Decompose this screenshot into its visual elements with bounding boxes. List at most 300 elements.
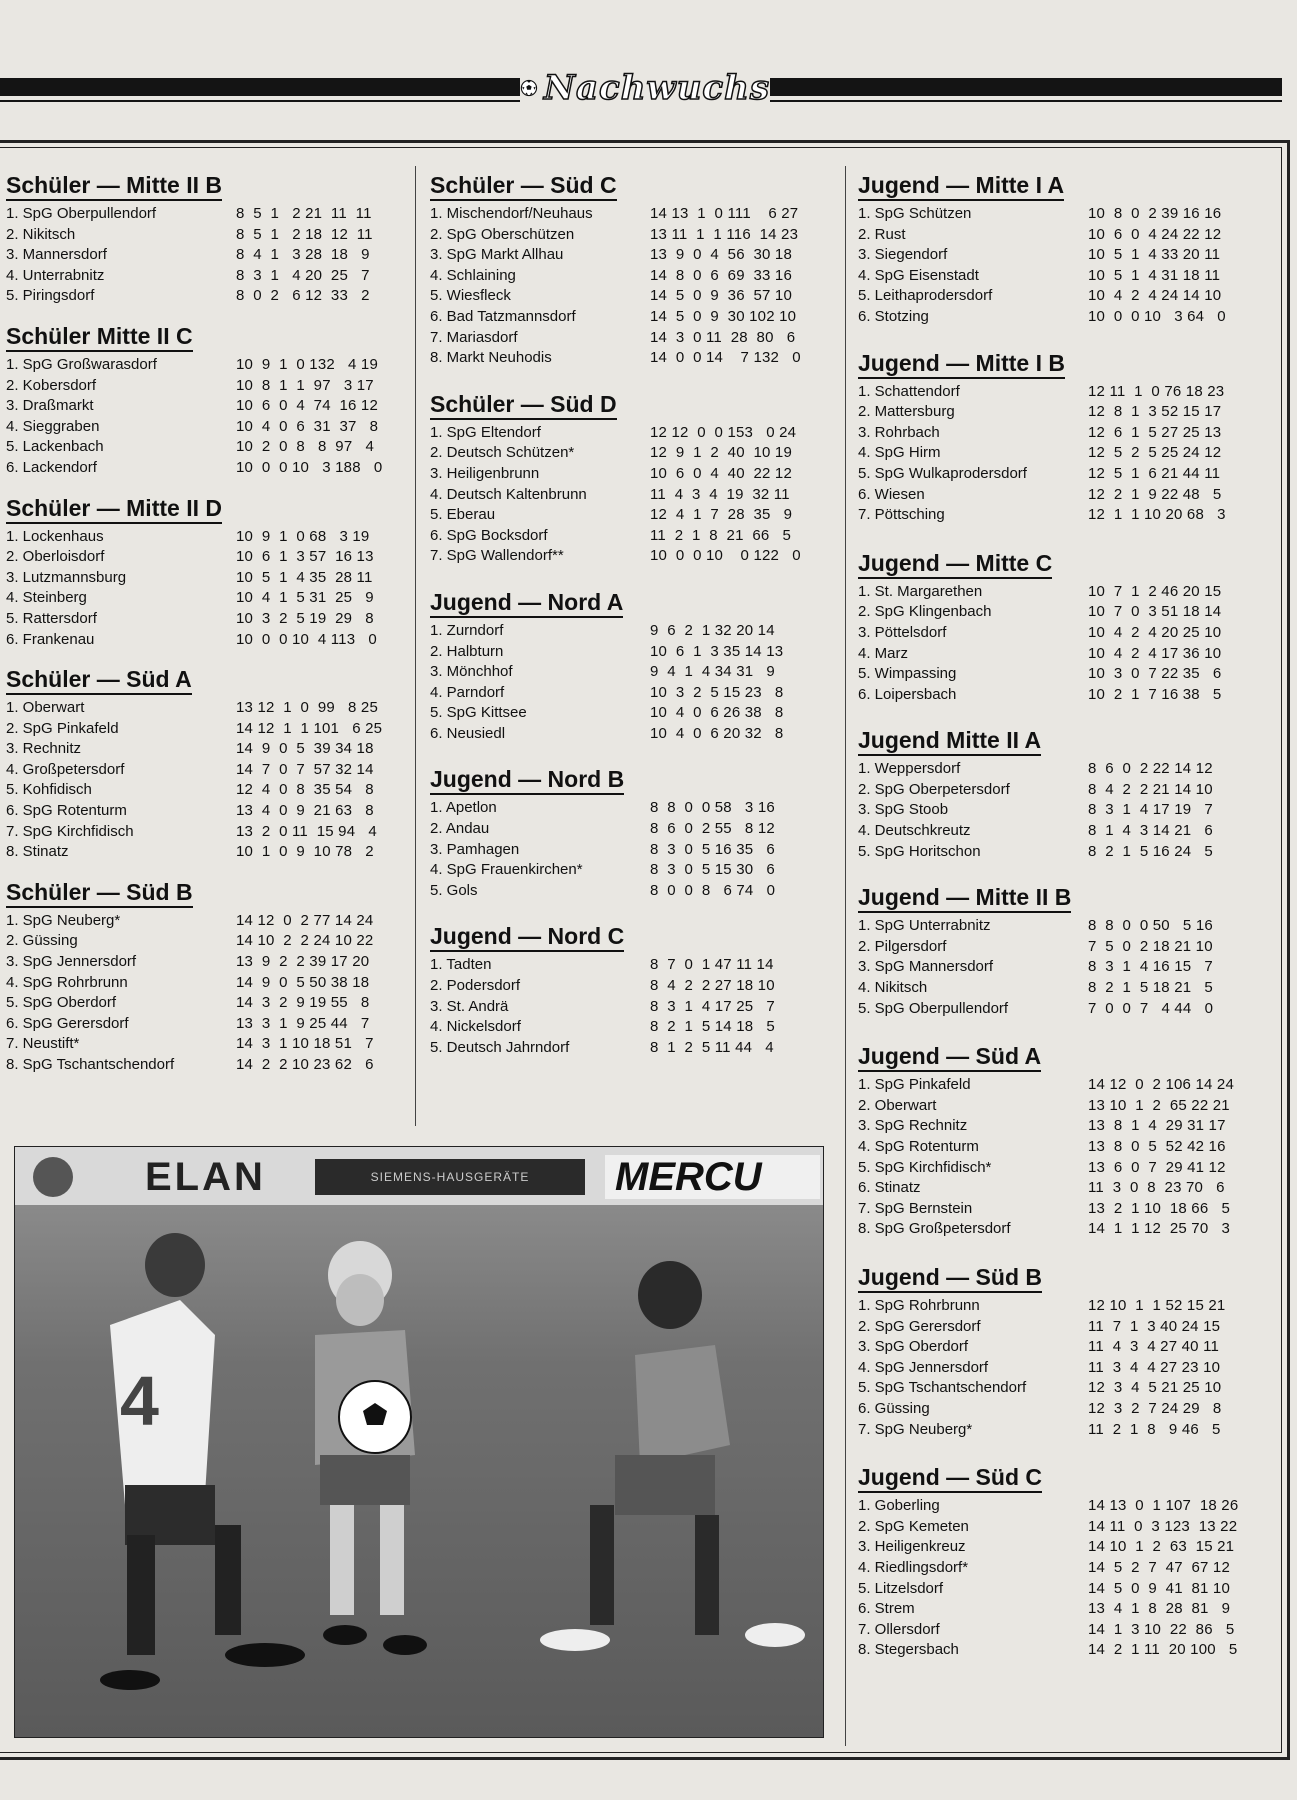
team-stats: 8 3 1 4 20 25 7 <box>236 266 370 284</box>
team-stats: 11 4 3 4 27 40 11 <box>1088 1338 1220 1356</box>
team-name: 2. Kobersdorf <box>6 376 97 394</box>
soccer-ball-icon <box>520 69 538 107</box>
team-stats: 10 3 0 7 22 35 6 <box>1088 665 1222 683</box>
players-illustration <box>15 1205 824 1738</box>
standings-jugend-mitte-i-b <box>858 348 1258 526</box>
column-middle <box>430 150 830 1058</box>
team-stats: 10 5 1 4 31 18 11 <box>1088 266 1221 284</box>
standings-title <box>858 882 1258 912</box>
table-row <box>430 976 830 997</box>
standings-title-text: Jugend — Süd A <box>858 1043 1041 1072</box>
team-name: 1. Goberling <box>858 1497 940 1515</box>
team-stats: 14 12 0 2 77 14 24 <box>236 911 374 929</box>
table-row <box>6 973 411 994</box>
standings-title-text: Jugend Mitte II A <box>858 727 1041 756</box>
table-row <box>858 204 1258 225</box>
team-stats: 10 0 0 10 3 188 0 <box>236 458 383 476</box>
team-stats: 14 13 0 1 107 18 26 <box>1088 1497 1239 1515</box>
team-name: 7. SpG Wallendorf** <box>430 547 564 565</box>
table-row <box>430 328 830 349</box>
match-photo <box>14 1146 824 1738</box>
team-stats: 13 8 1 4 29 31 17 <box>1088 1117 1226 1135</box>
team-name: 2. SpG Oberschützen <box>430 225 575 243</box>
team-name: 2. Podersdorf <box>430 977 521 995</box>
team-stats: 14 5 0 9 30 102 10 <box>650 307 797 325</box>
team-stats: 10 2 1 7 16 38 5 <box>1088 685 1222 703</box>
team-stats: 10 5 1 4 35 28 11 <box>236 568 373 586</box>
table-row <box>430 860 830 881</box>
team-stats: 13 2 0 11 15 94 4 <box>236 822 377 840</box>
team-name: 2. Deutsch Schützen* <box>430 444 575 462</box>
team-stats: 13 11 1 1 116 14 23 <box>650 225 799 243</box>
team-name: 1. Schattendorf <box>858 382 960 400</box>
svg-text:4: 4 <box>120 1362 159 1440</box>
team-stats: 11 4 3 4 19 32 11 <box>650 485 790 503</box>
table-row <box>858 916 1258 937</box>
team-name: 1. Zurndorf <box>430 621 504 639</box>
team-name: 1. Apetlon <box>430 799 497 817</box>
team-name: 2. Andau <box>430 820 490 838</box>
team-stats: 8 0 0 8 6 74 0 <box>650 881 776 899</box>
standings-title-text: Schüler — Süd C <box>430 172 617 201</box>
team-name: 5. Deutsch Jahrndorf <box>430 1038 570 1056</box>
standings-title <box>858 170 1258 200</box>
team-stats: 11 2 1 8 21 66 5 <box>650 526 792 544</box>
team-stats: 10 1 0 9 10 78 2 <box>236 843 374 861</box>
column-left <box>6 150 411 1076</box>
team-name: 2. SpG Kemeten <box>858 1517 969 1535</box>
team-stats: 8 0 2 6 12 33 2 <box>236 287 370 305</box>
team-name: 3. SpG Markt Allhau <box>430 246 564 264</box>
team-name: 4. Riedlingsdorf* <box>858 1558 969 1576</box>
team-name: 1. St. Margarethen <box>858 582 983 600</box>
table-row <box>6 780 411 801</box>
team-name: 8. Stinatz <box>6 843 69 861</box>
team-name: 5. SpG Oberdorf <box>6 994 117 1012</box>
standings-title <box>858 1262 1258 1292</box>
team-stats: 8 2 1 5 14 18 5 <box>650 1018 775 1036</box>
standings-schüler-mitte-ii-c <box>6 321 411 479</box>
team-stats: 12 9 1 2 40 10 19 <box>650 444 793 462</box>
table-row <box>858 1137 1258 1158</box>
team-name: 5. SpG Kittsee <box>430 704 527 722</box>
table-row <box>430 642 830 663</box>
team-name: 3. Draßmarkt <box>6 397 94 415</box>
table-row <box>430 997 830 1018</box>
team-name: 1. Weppersdorf <box>858 760 961 778</box>
team-stats: 8 8 0 0 58 3 16 <box>650 799 775 817</box>
team-stats: 8 4 2 2 27 18 10 <box>650 977 775 995</box>
team-name: 1. Lockenhaus <box>6 527 104 545</box>
team-name: 2. SpG Klingenbach <box>858 603 992 621</box>
team-name: 4. Parndorf <box>430 683 505 701</box>
team-stats: 13 2 1 10 18 66 5 <box>1088 1199 1231 1217</box>
table-row <box>6 204 411 225</box>
standings-title <box>858 348 1258 378</box>
table-row <box>858 1420 1258 1441</box>
table-row <box>430 955 830 976</box>
table-row <box>858 602 1258 623</box>
team-name: 4. SpG Hirm <box>858 444 941 462</box>
table-row <box>430 683 830 704</box>
table-row <box>430 266 830 287</box>
table-row <box>858 664 1258 685</box>
team-name: 3. Pöttelsdorf <box>858 623 947 641</box>
team-stats: 14 11 0 3 123 13 22 <box>1088 1517 1238 1535</box>
team-stats: 8 3 0 5 16 35 6 <box>650 840 775 858</box>
standings-jugend-nord-a <box>430 587 830 745</box>
team-stats: 10 0 0 10 4 113 0 <box>236 630 377 648</box>
team-name: 3. SpG Mannersdorf <box>858 958 994 976</box>
table-row <box>430 443 830 464</box>
table-row <box>858 978 1258 999</box>
table-row <box>6 286 411 307</box>
team-name: 3. Siegendorf <box>858 246 948 264</box>
team-name: 2. Rust <box>858 225 906 243</box>
team-stats: 8 3 1 4 16 15 7 <box>1088 958 1213 976</box>
table-row <box>6 698 411 719</box>
team-stats: 12 10 1 1 52 15 21 <box>1088 1296 1226 1314</box>
team-stats: 10 6 1 3 35 14 13 <box>650 642 784 660</box>
standings-title <box>6 493 411 523</box>
team-stats: 13 8 0 5 52 42 16 <box>1088 1138 1226 1155</box>
team-stats: 8 2 1 5 18 21 5 <box>1088 979 1213 997</box>
team-name: 4. Marz <box>858 644 909 662</box>
table-row <box>6 911 411 932</box>
team-name: 7. Neustift* <box>6 1035 80 1053</box>
table-row <box>858 1317 1258 1338</box>
table-row <box>430 840 830 861</box>
team-stats: 13 10 1 2 65 22 21 <box>1088 1096 1230 1114</box>
table-row <box>6 1014 411 1035</box>
standings-jugend-mitte-ii-a <box>858 725 1258 862</box>
team-name: 5. SpG Wulkaprodersdorf <box>858 464 1027 482</box>
standings-title-text: Jugend — Nord C <box>430 923 624 952</box>
team-name: 6. SpG Gerersdorf <box>6 1014 129 1032</box>
standings-title <box>6 321 411 351</box>
team-name: 3. Rechnitz <box>6 740 82 758</box>
team-stats: 12 6 1 5 27 25 13 <box>1088 423 1222 441</box>
table-row <box>6 993 411 1014</box>
team-name: 5. Piringsdorf <box>6 287 95 305</box>
team-stats: 12 12 0 0 153 0 24 <box>650 423 797 441</box>
standings-schüler-mitte-ii-d <box>6 493 411 651</box>
table-row <box>430 348 830 369</box>
team-name: 6. Wiesen <box>858 485 925 503</box>
team-stats: 9 6 2 1 32 20 14 <box>650 621 775 639</box>
team-name: 1. SpG Oberpullendorf <box>6 205 157 222</box>
table-row <box>858 266 1258 287</box>
table-row <box>6 739 411 760</box>
table-row <box>858 1075 1258 1096</box>
team-name: 7. SpG Neuberg* <box>858 1420 973 1438</box>
team-stats: 14 2 2 10 23 62 6 <box>236 1056 374 1073</box>
table-row <box>430 703 830 724</box>
table-row <box>6 760 411 781</box>
table-row <box>6 931 411 952</box>
team-stats: 7 0 0 7 4 44 0 <box>1088 999 1214 1017</box>
team-stats: 10 4 2 4 17 36 10 <box>1088 644 1222 662</box>
team-name: 6. SpG Bocksdorf <box>430 526 548 544</box>
team-stats: 14 9 0 5 50 38 18 <box>236 973 370 991</box>
team-stats: 8 7 0 1 47 11 14 <box>650 956 774 974</box>
team-name: 8. SpG Tschantschendorf <box>6 1056 175 1073</box>
team-name: 2. Oberwart <box>858 1096 937 1114</box>
table-row <box>6 527 411 548</box>
standings-title <box>858 548 1258 578</box>
team-name: 1. SpG Neuberg* <box>6 911 121 929</box>
table-row <box>6 952 411 973</box>
table-row <box>430 464 830 485</box>
table-row <box>6 568 411 589</box>
table-row <box>858 382 1258 403</box>
team-name: 6. Güssing <box>858 1399 930 1417</box>
standings-title <box>6 170 411 200</box>
table-row <box>6 417 411 438</box>
team-name: 2. Mattersburg <box>858 403 955 421</box>
team-name: 3. SpG Stoob <box>858 801 949 819</box>
team-stats: 10 4 0 6 26 38 8 <box>650 704 784 722</box>
team-name: 4. Steinberg <box>6 589 87 607</box>
table-row <box>858 423 1258 444</box>
standings-title <box>430 389 830 419</box>
team-name: 4. Sieggraben <box>6 417 100 435</box>
table-row <box>858 780 1258 801</box>
team-stats: 10 6 0 4 74 16 12 <box>236 397 379 415</box>
team-name: 6. Neusiedl <box>430 724 506 742</box>
team-stats: 11 3 0 8 23 70 6 <box>1088 1179 1225 1197</box>
standings-title-text: Schüler — Süd D <box>430 391 617 420</box>
table-row <box>858 1640 1258 1661</box>
standings-title-text: Schüler — Süd A <box>6 666 192 695</box>
team-stats: 10 4 0 6 20 32 8 <box>650 724 784 742</box>
team-stats: 7 5 0 2 18 21 10 <box>1088 937 1213 955</box>
team-name: 3. SpG Oberdorf <box>858 1338 969 1356</box>
team-name: 2. SpG Pinkafeld <box>6 719 119 737</box>
table-row <box>858 685 1258 706</box>
team-name: 7. Pöttsching <box>858 506 945 524</box>
team-name: 4. Deutschkreutz <box>858 822 971 840</box>
team-stats: 8 1 4 3 14 21 6 <box>1088 822 1213 840</box>
team-stats: 10 0 0 10 0 122 0 <box>650 547 801 565</box>
table-row <box>858 1620 1258 1641</box>
table-row <box>858 1337 1258 1358</box>
team-name: 3. SpG Rechnitz <box>858 1117 968 1135</box>
standings-title-text: Schüler — Mitte II D <box>6 495 222 524</box>
team-name: 3. Rohrbach <box>858 423 940 441</box>
team-stats: 12 3 4 5 21 25 10 <box>1088 1379 1222 1397</box>
table-row <box>858 464 1258 485</box>
table-row <box>858 1358 1258 1379</box>
team-stats: 8 3 1 4 17 19 7 <box>1088 801 1213 819</box>
team-stats: 8 3 0 5 15 30 6 <box>650 861 775 879</box>
team-stats: 14 3 2 9 19 55 8 <box>236 994 370 1012</box>
team-name: 6. Stinatz <box>858 1179 921 1197</box>
standings-title-text: Schüler — Süd B <box>6 879 193 908</box>
team-name: 1. SpG Schützen <box>858 205 972 222</box>
team-name: 1. SpG Unterrabnitz <box>858 917 991 935</box>
table-row <box>858 1378 1258 1399</box>
table-row <box>430 485 830 506</box>
team-stats: 14 5 2 7 47 67 12 <box>1088 1558 1231 1576</box>
header-rule-left <box>0 78 520 96</box>
team-stats: 11 3 4 4 27 23 10 <box>1088 1358 1221 1376</box>
table-row <box>430 881 830 902</box>
table-row <box>430 526 830 547</box>
team-stats: 10 0 0 10 3 64 0 <box>1088 307 1226 325</box>
team-stats: 12 5 1 6 21 44 11 <box>1088 464 1221 482</box>
table-row <box>858 245 1258 266</box>
team-stats: 8 6 0 2 55 8 12 <box>650 820 775 838</box>
team-stats: 12 5 2 5 25 24 12 <box>1088 444 1222 462</box>
table-row <box>6 458 411 479</box>
table-row <box>430 724 830 745</box>
team-name: 5. Wiesfleck <box>430 287 511 305</box>
table-row <box>430 225 830 246</box>
table-row <box>858 582 1258 603</box>
table-row <box>6 719 411 740</box>
team-name: 8. Stegersbach <box>858 1641 959 1659</box>
table-row <box>6 822 411 843</box>
team-name: 4. Schlaining <box>430 266 516 284</box>
team-stats: 10 3 2 5 19 29 8 <box>236 609 374 627</box>
team-name: 3. SpG Jennersdorf <box>6 953 137 971</box>
standings-title-text: Jugend — Süd B <box>858 1264 1042 1293</box>
standings-title <box>858 1041 1258 1071</box>
table-row <box>858 1158 1258 1179</box>
table-row <box>858 999 1258 1020</box>
team-name: 4. SpG Rohrbrunn <box>6 973 128 991</box>
soccer-field <box>15 1205 823 1738</box>
team-name: 2. SpG Gerersdorf <box>858 1317 981 1335</box>
team-name: 1. Oberwart <box>6 699 85 717</box>
table-row <box>6 355 411 376</box>
table-row <box>858 821 1258 842</box>
table-row <box>430 621 830 642</box>
standings-jugend-nord-c <box>430 921 830 1058</box>
standings-schüler-süd-a <box>6 664 411 863</box>
table-row <box>858 1219 1258 1240</box>
standings-jugend-süd-c <box>858 1462 1258 1661</box>
team-name: 3. St. Andrä <box>430 997 509 1015</box>
standings-schüler-süd-c <box>430 170 830 369</box>
team-stats: 10 7 1 2 46 20 15 <box>1088 582 1222 600</box>
table-row <box>858 225 1258 246</box>
standings-title <box>430 764 830 794</box>
stadium-banner <box>15 1147 823 1205</box>
team-name: 5. Leithaprodersdorf <box>858 287 993 305</box>
team-name: 4. Deutsch Kaltenbrunn <box>430 485 587 503</box>
team-stats: 8 3 1 4 17 25 7 <box>650 997 775 1015</box>
team-stats: 8 2 1 5 16 24 5 <box>1088 842 1213 860</box>
table-row <box>858 623 1258 644</box>
standings-jugend-mitte-i-a <box>858 170 1258 328</box>
table-row <box>6 245 411 266</box>
table-row <box>858 443 1258 464</box>
table-row <box>6 376 411 397</box>
team-name: 7. SpG Bernstein <box>858 1199 973 1217</box>
team-stats: 14 1 1 12 25 70 3 <box>1088 1220 1231 1238</box>
table-row <box>858 1296 1258 1317</box>
table-row <box>430 423 830 444</box>
table-row <box>430 546 830 567</box>
team-name: 2. Pilgersdorf <box>858 937 947 955</box>
standings-title <box>6 664 411 694</box>
team-stats: 8 6 0 2 22 14 12 <box>1088 760 1213 778</box>
team-name: 3. Heiligenkreuz <box>858 1538 966 1556</box>
header-thin-rule-right <box>770 100 1282 102</box>
table-row <box>858 644 1258 665</box>
table-row <box>6 437 411 458</box>
standings-jugend-nord-b <box>430 764 830 901</box>
team-name: 1. Mischendorf/Neuhaus <box>430 205 593 222</box>
team-stats: 8 5 1 2 18 12 11 <box>236 225 373 243</box>
table-row <box>858 759 1258 780</box>
table-row <box>6 396 411 417</box>
column-divider-1 <box>415 166 416 1126</box>
team-stats: 10 7 0 3 51 18 14 <box>1088 603 1222 621</box>
table-row <box>430 798 830 819</box>
team-stats: 13 3 1 9 25 44 7 <box>236 1014 370 1032</box>
team-stats: 8 1 2 5 11 44 4 <box>650 1038 774 1056</box>
team-name: 6. Stotzing <box>858 307 929 325</box>
table-row <box>858 286 1258 307</box>
table-row <box>6 630 411 651</box>
team-name: 4. SpG Rotenturm <box>858 1138 979 1155</box>
team-name: 5. SpG Oberpullendorf <box>858 999 1009 1017</box>
team-name: 4. Unterrabnitz <box>6 266 105 284</box>
team-stats: 10 6 1 3 57 16 13 <box>236 548 374 566</box>
team-stats: 12 2 1 9 22 48 5 <box>1088 485 1222 503</box>
team-stats: 11 2 1 8 9 46 5 <box>1088 1420 1221 1438</box>
standings-jugend-mitte-ii-b <box>858 882 1258 1019</box>
team-stats: 14 12 0 2 106 14 24 <box>1088 1076 1234 1094</box>
team-stats: 10 3 2 5 15 23 8 <box>650 683 784 701</box>
team-name: 4. SpG Jennersdorf <box>858 1358 989 1376</box>
team-name: 6. SpG Rotenturm <box>6 802 127 820</box>
team-stats: 14 1 3 10 22 86 5 <box>1088 1620 1235 1638</box>
team-name: 2. SpG Oberpetersdorf <box>858 780 1010 798</box>
team-stats: 8 4 1 3 28 18 9 <box>236 246 370 264</box>
header-rule-right <box>770 78 1282 96</box>
team-name: 5. Litzelsdorf <box>858 1579 944 1597</box>
table-row <box>858 1517 1258 1538</box>
team-stats: 12 4 0 8 35 54 8 <box>236 781 374 799</box>
team-stats: 8 8 0 0 50 5 16 <box>1088 917 1213 935</box>
team-stats: 14 10 1 2 63 15 21 <box>1088 1538 1235 1556</box>
team-name: 8. SpG Großpetersdorf <box>858 1220 1011 1238</box>
table-row <box>858 842 1258 863</box>
standings-title <box>858 1462 1258 1492</box>
team-name: 5. Lackenbach <box>6 438 104 456</box>
table-row <box>858 1096 1258 1117</box>
team-stats: 14 0 0 14 7 132 0 <box>650 349 801 367</box>
table-row <box>858 307 1258 328</box>
team-stats: 9 4 1 4 34 31 9 <box>650 663 775 681</box>
team-stats: 14 3 1 10 18 51 7 <box>236 1035 374 1053</box>
section-title-nachwuchs: Nachwuchs <box>543 68 770 108</box>
team-name: 4. SpG Frauenkirchen* <box>430 861 583 879</box>
team-name: 5. Gols <box>430 881 478 899</box>
team-name: 5. SpG Horitschon <box>858 842 981 860</box>
table-row <box>6 609 411 630</box>
team-name: 5. Rattersdorf <box>6 609 97 627</box>
banner-mercur: MERCU <box>605 1155 820 1199</box>
standings-schüler-mitte-ii-b <box>6 170 411 307</box>
team-stats: 14 7 0 7 57 32 14 <box>236 760 374 778</box>
team-stats: 14 8 0 6 69 33 16 <box>650 266 793 284</box>
standings-title-text: Schüler Mitte II C <box>6 323 193 352</box>
